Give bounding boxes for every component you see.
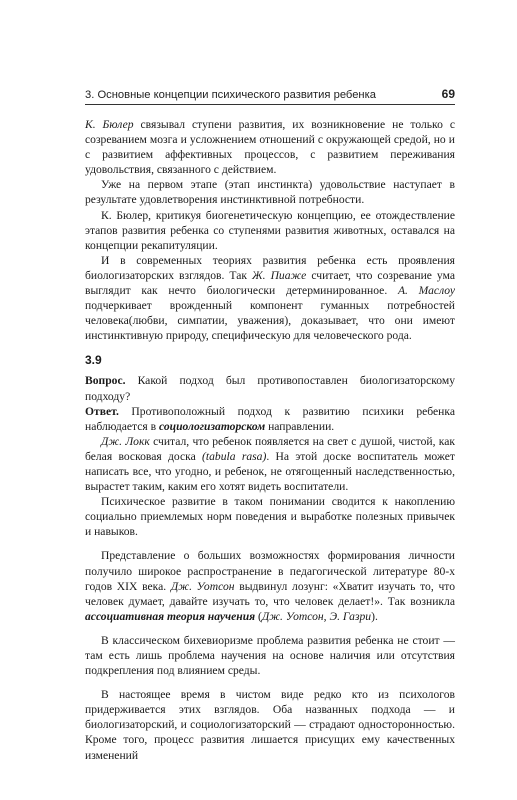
paragraph-text: ( bbox=[255, 609, 262, 623]
paragraph-text: . На этой доске воспитатель может написать все, что угодно, и ребенок, не отягощенный наследственностью, вырастет таким, каким его хотят видеть воспитатели. bbox=[85, 449, 455, 494]
paragraph-text: В настоящее время в чистом виде редко кто из психологов придерживается этих взглядов. Оба названных подхода — и биологизаторский, и социологизаторский — страдают односторонностью. Кроме того, процесс развития лишается присущих ему качественных изменений bbox=[85, 688, 455, 762]
author-name: Ж. Пиаже bbox=[252, 268, 307, 282]
question bbox=[85, 373, 455, 403]
paragraph-text: считал, что ребенок появляется на свет с душой, чистой, как белая восковая доска bbox=[85, 434, 456, 463]
paragraph bbox=[85, 633, 455, 678]
key-term: социологизаторском bbox=[158, 419, 266, 433]
latin-term: (tabula rasa) bbox=[202, 449, 267, 463]
question-text: Какой подход был противопоставлен биологизаторскому подходу? bbox=[85, 374, 455, 403]
paragraph bbox=[85, 434, 455, 494]
paragraph bbox=[85, 253, 455, 344]
paragraph-text: подчеркивает врожденный компонент гуманных потребностей человека(любви, симпатии, уважения), доказывает, что они имеют инстинктивную природу, специфическую для человеческого рода. bbox=[85, 299, 455, 343]
paragraph bbox=[85, 208, 455, 253]
paragraph bbox=[85, 687, 455, 762]
author-name: А. Маслоу bbox=[397, 284, 455, 298]
paragraph-text: Уже на первом этапе (этап инстинкта) удовольствие наступает в результате удовлетворения инстинктивной потребности. bbox=[85, 178, 455, 207]
section-number: 3.9 bbox=[85, 353, 102, 368]
body-text bbox=[85, 117, 455, 763]
paragraph bbox=[85, 117, 455, 177]
paragraph bbox=[85, 177, 455, 207]
author-name: Дж. Уотсон bbox=[170, 579, 235, 593]
answer-text: Противоположный подход к развитию психики ребенка наблюдается в bbox=[85, 404, 455, 433]
book-page bbox=[85, 87, 455, 763]
question-label: Вопрос. bbox=[85, 374, 126, 388]
paragraph bbox=[85, 548, 455, 623]
answer-label: Ответ. bbox=[85, 404, 119, 418]
paragraph-text: И в современных теориях развития ребенка есть проявления биологизаторских взглядов. Так bbox=[85, 253, 455, 282]
running-header bbox=[85, 87, 455, 105]
page-number: 69 bbox=[441, 87, 455, 101]
paragraph-text: связывал ступени развития, их возникновение не только с созреванием мозга и усложнением отношений с окружающей средой, но и с развитием аффективных процессов, с развитием переживания удовольствия, связанного с действием. bbox=[85, 118, 455, 177]
chapter-title: 3. Основные концепции психического развития ребенка bbox=[85, 89, 376, 101]
paragraph bbox=[85, 494, 455, 539]
paragraph-text: выдвинул лозунг: «Хватит изучать то, что человек думает, давайте изучать то, что человек делает!». Так возникла bbox=[85, 579, 455, 608]
key-term: ассоциативная теория научения bbox=[85, 609, 256, 623]
answer-text: направлении. bbox=[265, 419, 335, 433]
paragraph-text: Психическое развитие в таком понимании сводится к накоплению социально приемлемых норм поведения и выработке полезных привычек и навыков. bbox=[85, 495, 455, 539]
paragraph-text: считает, что созревание ума выглядит как нечто биологически детерминированное. bbox=[85, 268, 455, 298]
author-name: К. Бюлер bbox=[85, 118, 134, 131]
paragraph-text: К. Бюлер, критикуя биогенетическую концепцию, ее отождествление этапов развития ребенка со ступенями развития животных, оставался на концепции рекапитуляции. bbox=[85, 208, 455, 252]
author-name: Дж. Локк bbox=[101, 434, 150, 448]
paragraph-text: Представление о больших возможностях формирования личности получило широкое распространение в педагогической литературе 80-х годов XIX века. bbox=[85, 549, 455, 593]
answer bbox=[85, 404, 455, 434]
paragraph-text: ). bbox=[371, 609, 378, 623]
paragraph-text: В классическом бихевиоризме проблема развития ребенка не стоит — там есть лишь проблема научения на основе наличия или отсутствия подкрепления под влиянием среды. bbox=[85, 633, 455, 678]
author-names: Дж. Уотсон, Э. Газри bbox=[261, 609, 372, 623]
